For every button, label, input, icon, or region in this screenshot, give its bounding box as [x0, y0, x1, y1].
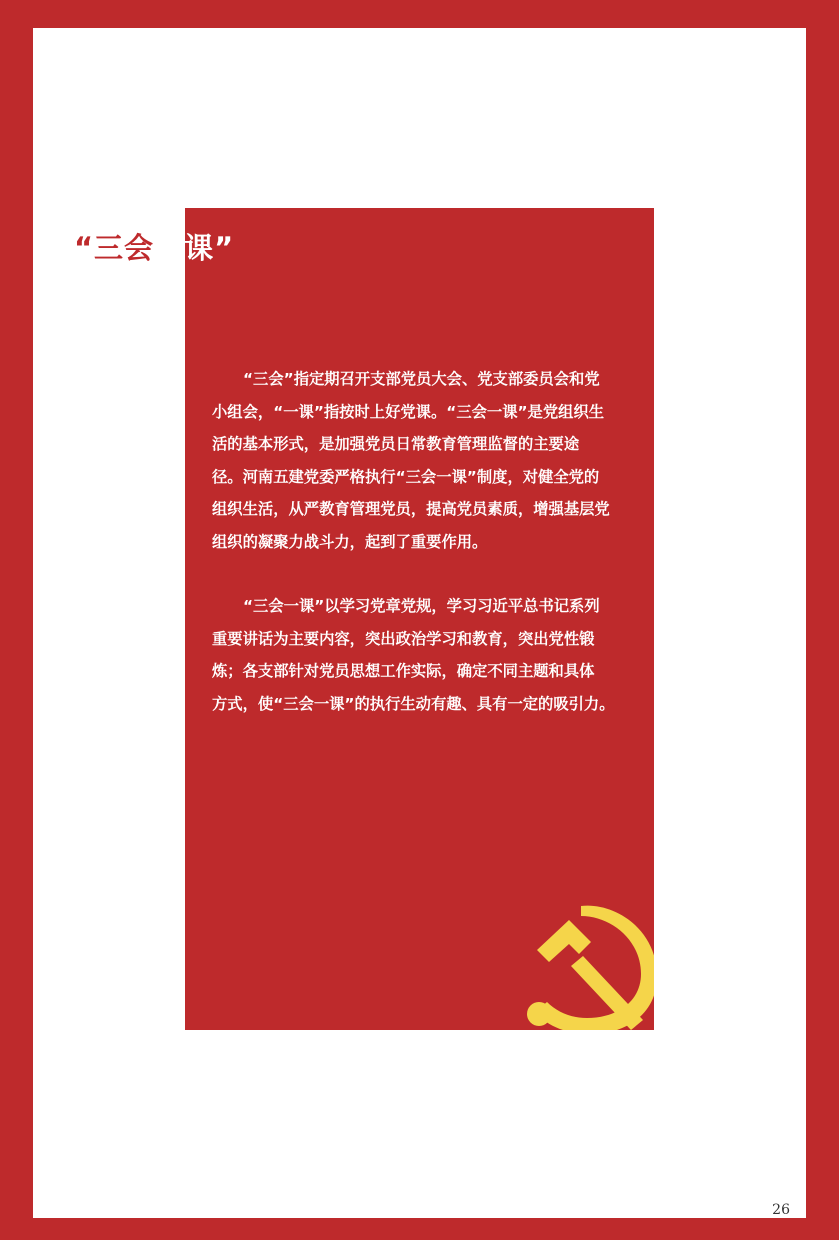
page [33, 28, 806, 1218]
text-line: “三会”指定期召开支部党员大会、党支部委员会和党 [243, 370, 600, 388]
red-panel [185, 208, 654, 1030]
paragraph-2 [212, 590, 634, 720]
hammer-sickle-icon [523, 896, 654, 1030]
text-line: 组织的凝聚力战斗力，起到了重要作用。 [212, 532, 488, 551]
paragraph-1 [212, 363, 634, 558]
text-line: 径。河南五建党委严格执行“三会一课”制度，对健全党的 [212, 467, 600, 486]
text-line: 重要讲话为主要内容，突出政治学习和教育，突出党性锻 [212, 629, 595, 648]
heading-part-left: “三会 [74, 231, 155, 265]
page-number: 26 [772, 1202, 790, 1218]
section-heading [74, 226, 234, 267]
text-line: 方式，使“三会一课”的执行生动有趣、具有一定的吸引力。 [212, 694, 615, 713]
text-line: 炼；各支部针对党员思想工作实际，确定不同主题和具体 [212, 662, 595, 680]
heading-part-right: 一课” [154, 231, 235, 265]
body-text [212, 363, 634, 720]
text-line: 小组会，“一课”指按时上好党课。“三会一课”是党组织生 [212, 402, 605, 421]
text-line: 活的基本形式，是加强党员日常教育管理监督的主要途 [212, 435, 580, 453]
text-line: “三会一课”以学习党章党规，学习习近平总书记系列 [243, 597, 600, 615]
text-line: 组织生活，从严教育管理党员，提高党员素质，增强基层党 [212, 500, 610, 518]
